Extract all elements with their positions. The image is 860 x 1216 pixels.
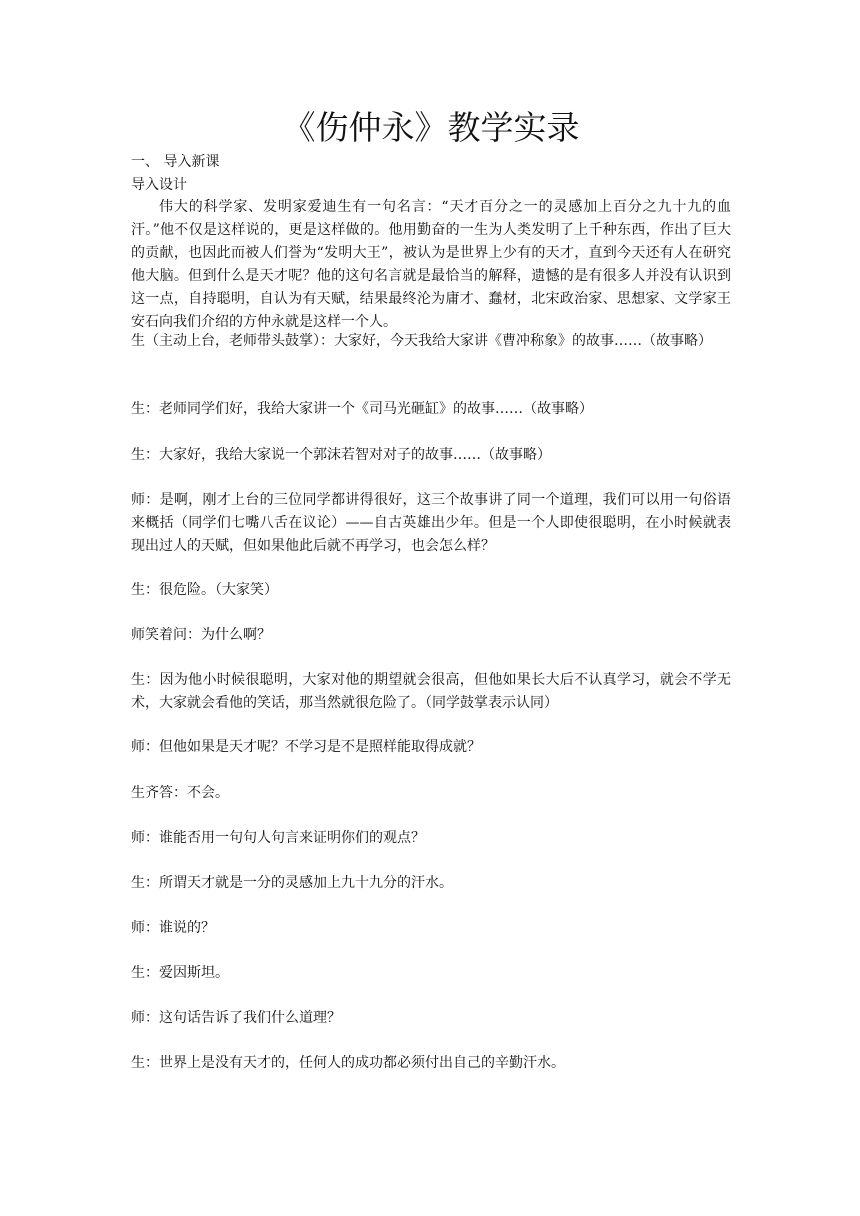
- dialogue-line-6: 师笑着问：为什么啊？: [131, 627, 271, 643]
- dialogue-line-4: 师：是啊，刚才上台的三位同学都讲得很好，这三个故事讲了同一个道理，我们可以用一句俗语来概括（同学们七嘴八舌在议论）——自古英雄出少年。但是一个人即使很聪明，在小时候就表现出过人的天赋，但如果他此后就不再学习，也会怎么样？: [131, 492, 731, 554]
- section-heading: 一、 导入新课: [131, 154, 220, 170]
- dialogue-line-7: 生：因为他小时候很聪明，大家对他的期望就会很高，但他如果长大后不认真学习，就会不学无术，大家就会看他的笑话，那当然就很危险了。（同学鼓掌表示认同）: [131, 672, 731, 711]
- dialogue-line-11: 生：所谓天才就是一分的灵感加上九十九分的汗水。: [131, 875, 453, 891]
- document-title: 《伤仲永》教学实录: [282, 108, 580, 147]
- dialogue-line-8: 师：但他如果是天才呢？不学习是不是照样能取得成就？: [131, 739, 481, 755]
- dialogue-line-9: 生齐答：不会。: [131, 785, 229, 801]
- dialogue-line-13: 生：爱因斯坦。: [131, 965, 229, 981]
- dialogue-line-12: 师：谁说的？: [131, 920, 215, 936]
- intro-paragraph: 伟大的科学家、发明家爱迪生有一句名言：“天才百分之一的灵感加上百分之九十九的血汗。”他不仅是这样说的，更是这样做的。他用勤奋的一生为人类发明了上千种东西，作出了巨大的贡献，也因此而被人们誉为“发明大王”，被认为是世界上少有的天才，直到今天还有人在研究他大脑。但到什么是天才呢？他的这句名言就是最恰当的解释，遗憾的是有很多人并没有认识到这一点，自持聪明，自认为有天赋，结果最终沦为庸才、蠢材，北宋政治家、思想家、文学家王安石向我们介绍的方仲永就是这样一个人。: [131, 199, 731, 330]
- dialogue-line-14: 师：这句话告诉了我们什么道理？: [131, 1010, 341, 1026]
- dialogue-line-3: 生：大家好，我给大家说一个郭沫若智对对子的故事……（故事略）: [131, 447, 551, 463]
- sub-heading: 导入设计: [131, 177, 187, 193]
- dialogue-line-5: 生：很危险。（大家笑）: [131, 582, 278, 598]
- dialogue-line-15: 生：世界上是没有天才的，任何人的成功都必须付出自己的辛勤汗水。: [131, 1055, 565, 1071]
- dialogue-line-10: 师：谁能否用一句句人句言来证明你们的观点？: [131, 830, 425, 846]
- dialogue-line-1: 生（主动上台，老师带头鼓掌）：大家好，今天我给大家讲《曹冲称象》的故事……（故事略）: [131, 333, 712, 349]
- dialogue-line-2: 生：老师同学们好，我给大家讲一个《司马光砸缸》的故事……（故事略）: [131, 401, 593, 417]
